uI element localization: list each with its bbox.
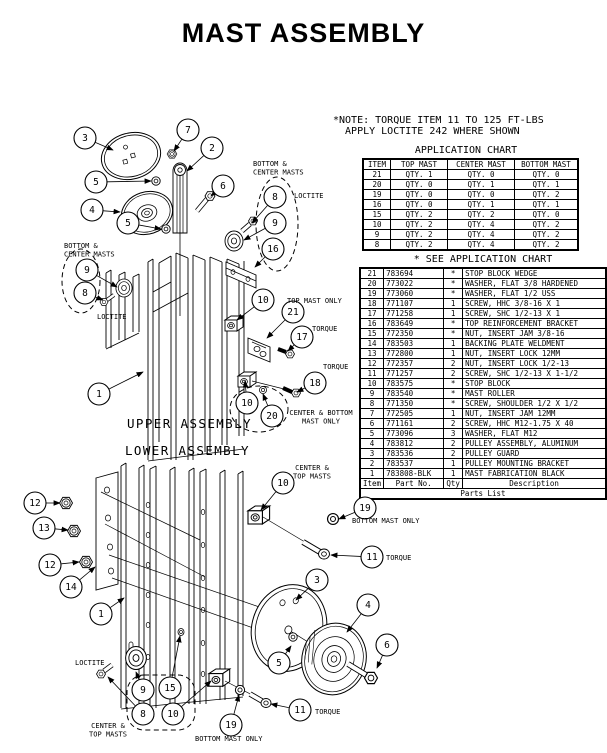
callout-number: 12 bbox=[44, 560, 56, 572]
callout-number: 16 bbox=[267, 244, 279, 256]
table-cell: 773096 bbox=[384, 429, 444, 439]
shoulder-screw-left bbox=[100, 295, 114, 305]
table-cell: 2 bbox=[444, 419, 463, 429]
callout-number: 11 bbox=[294, 705, 306, 717]
callout-number: 18 bbox=[309, 378, 321, 390]
table-cell: NUT, INSERT JAM 3/8-16 bbox=[463, 329, 606, 339]
table-cell: 15 bbox=[363, 210, 391, 220]
table-cell: 10 bbox=[363, 220, 391, 230]
table-cell: QTY. 1 bbox=[515, 180, 579, 190]
diagram-label: BOTTOM & CENTER MASTS bbox=[253, 160, 304, 177]
table-cell: * bbox=[444, 289, 463, 299]
callout-number: 10 bbox=[257, 295, 269, 307]
callout-number: 9 bbox=[140, 685, 146, 697]
table-cell: NUT, INSERT JAM 12MM bbox=[463, 409, 606, 419]
diagram-label: CENTER & TOP MASTS bbox=[293, 464, 331, 481]
table-cell: QTY. 0 bbox=[448, 170, 515, 180]
table-cell: Qty bbox=[444, 479, 463, 489]
table-cell: Description bbox=[463, 479, 606, 489]
callout-leader-line bbox=[172, 636, 180, 677]
table-cell: QTY. 4 bbox=[448, 230, 515, 240]
callout-leader-line bbox=[61, 562, 79, 564]
callout-balloon-16 bbox=[262, 238, 284, 260]
table-cell: 8 bbox=[360, 399, 384, 409]
callout-leader-line bbox=[377, 656, 382, 668]
washer-m12-c bbox=[289, 633, 297, 641]
table-cell: 5 bbox=[360, 429, 384, 439]
screw-shc-17 bbox=[278, 349, 295, 358]
table-cell: 772350 bbox=[384, 329, 444, 339]
table-cell: 783649 bbox=[384, 319, 444, 329]
table-cell: ITEM bbox=[363, 159, 391, 170]
table-cell: 771258 bbox=[384, 309, 444, 319]
table-cell: 783575 bbox=[384, 379, 444, 389]
table-cell: QTY. 2 bbox=[515, 220, 579, 230]
table-cell: 772800 bbox=[384, 349, 444, 359]
table-cell: * bbox=[444, 279, 463, 289]
diagram-label: LOCTITE bbox=[97, 313, 127, 321]
callout-balloon-3 bbox=[74, 127, 96, 149]
table-cell: 13 bbox=[360, 349, 384, 359]
backing-plate-weldment bbox=[96, 472, 118, 590]
table-cell: QTY. 2 bbox=[391, 210, 448, 220]
table-cell: 783694 bbox=[384, 268, 444, 279]
table-cell: * bbox=[444, 319, 463, 329]
callout-leader-line bbox=[244, 229, 265, 240]
table-cell: QTY. 4 bbox=[448, 220, 515, 230]
table-cell: * bbox=[444, 329, 463, 339]
table-cell: 773022 bbox=[384, 279, 444, 289]
table-cell: 1 bbox=[444, 339, 463, 349]
table-cell: 773060 bbox=[384, 289, 444, 299]
stop-block-lower-a bbox=[248, 506, 270, 524]
callout-number: 5 bbox=[276, 658, 282, 670]
washer-uss-b bbox=[235, 685, 244, 694]
table-cell: QTY. 2 bbox=[515, 190, 579, 200]
table-cell: 14 bbox=[360, 339, 384, 349]
table-cell: 12 bbox=[360, 359, 384, 369]
note-line-2: APPLY LOCTITE 242 WHERE SHOWN bbox=[333, 126, 520, 137]
callout-balloon-10 bbox=[162, 703, 184, 725]
diagram-label: CENTER & TOP MASTS bbox=[89, 722, 127, 739]
callout-leader-line bbox=[55, 529, 68, 530]
table-cell: 18 bbox=[360, 299, 384, 309]
table-cell: SCREW, SHC 1/2-13 X 1 bbox=[463, 309, 606, 319]
table-cell: QTY. 2 bbox=[515, 240, 579, 251]
table-cell: QTY. 0 bbox=[391, 200, 448, 210]
table-cell: STOP BLOCK WEDGE bbox=[463, 268, 606, 279]
callout-leader-line bbox=[107, 181, 151, 182]
insert-nut-15 bbox=[178, 629, 184, 636]
mast-roller-left bbox=[116, 279, 132, 297]
table-cell: QTY. 1 bbox=[515, 200, 579, 210]
callout-number: 10 bbox=[277, 478, 289, 490]
callout-leader-line bbox=[109, 372, 143, 389]
table-cell: 2 bbox=[444, 449, 463, 459]
diagram-label: TORQUE bbox=[386, 554, 412, 562]
table-cell: QTY. 1 bbox=[448, 200, 515, 210]
table-cell: QTY. 1 bbox=[448, 180, 515, 190]
table-cell: PULLEY ASSEMBLY, ALUMINUM bbox=[463, 439, 606, 449]
table-cell: 16 bbox=[360, 319, 384, 329]
table-cell: 21 bbox=[360, 268, 384, 279]
see-application-chart-note: * SEE APPLICATION CHART bbox=[413, 254, 553, 265]
callout-balloon-1 bbox=[90, 603, 112, 625]
table-cell: QTY. 2 bbox=[515, 230, 579, 240]
callout-number: 7 bbox=[185, 125, 191, 137]
table-cell: PULLEY MOUNTING BRACKET bbox=[463, 459, 606, 469]
stop-block-wedge bbox=[248, 338, 270, 362]
callout-balloon-11 bbox=[289, 699, 311, 721]
callout-leader-line bbox=[110, 598, 124, 607]
callout-balloon-4 bbox=[81, 199, 103, 221]
table-cell: 3 bbox=[360, 449, 384, 459]
stop-block-lower-b bbox=[209, 669, 230, 686]
table-cell: BOTTOM MAST bbox=[515, 159, 579, 170]
callout-number: 12 bbox=[29, 498, 41, 510]
callout-number: 3 bbox=[314, 575, 320, 587]
table-cell: 1 bbox=[444, 299, 463, 309]
diagram-label: BOTTOM MAST ONLY bbox=[195, 735, 263, 743]
callout-number: 19 bbox=[359, 503, 371, 515]
callout-balloon-8 bbox=[264, 186, 286, 208]
diagram-label: LOCTITE bbox=[75, 659, 105, 667]
table-cell: SCREW, HHC M12-1.75 X 40 bbox=[463, 419, 606, 429]
table-cell: 771350 bbox=[384, 399, 444, 409]
callout-balloon-15 bbox=[159, 677, 181, 699]
table-cell: QTY. 2 bbox=[391, 240, 448, 251]
table-cell: 1 bbox=[444, 309, 463, 319]
callout-leader-line bbox=[80, 567, 95, 580]
callout-number: 11 bbox=[366, 552, 378, 564]
table-cell: QTY. 4 bbox=[448, 240, 515, 251]
table-cell: * bbox=[444, 389, 463, 399]
callout-leader-line bbox=[108, 677, 135, 706]
diagram-label: TORQUE bbox=[312, 325, 338, 333]
callout-leader-line bbox=[187, 156, 204, 171]
callout-leader-line bbox=[255, 257, 265, 267]
diagram-label: CENTER & BOTTOM MAST ONLY bbox=[289, 409, 353, 426]
callout-number: 10 bbox=[241, 398, 253, 410]
callout-balloon-20 bbox=[261, 405, 283, 427]
callout-balloon-6 bbox=[212, 175, 234, 197]
table-cell: 9 bbox=[363, 230, 391, 240]
callout-balloon-10 bbox=[252, 289, 274, 311]
table-cell: 4 bbox=[360, 439, 384, 449]
diagram-label: TOP MAST ONLY bbox=[287, 297, 342, 305]
table-cell: WASHER, FLAT M12 bbox=[463, 429, 606, 439]
table-cell: 15 bbox=[360, 329, 384, 339]
table-cell: 6 bbox=[360, 419, 384, 429]
callout-number: 10 bbox=[167, 709, 179, 721]
stop-block-upper-a bbox=[225, 316, 243, 331]
callout-balloon-6 bbox=[376, 634, 398, 656]
table-cell: WASHER, FLAT 1/2 USS bbox=[463, 289, 606, 299]
callout-balloon-17 bbox=[291, 326, 313, 348]
screw-shc-11a bbox=[303, 542, 330, 559]
callout-balloon-18 bbox=[304, 372, 326, 394]
table-cell: * bbox=[444, 399, 463, 409]
callout-number: 9 bbox=[272, 218, 278, 230]
diagram-label: BOTTOM MAST ONLY bbox=[352, 517, 420, 525]
table-cell: TOP MAST bbox=[391, 159, 448, 170]
callout-number: 2 bbox=[209, 143, 215, 155]
table-cell: 1 bbox=[444, 349, 463, 359]
callout-leader-line bbox=[331, 555, 361, 556]
callout-number: 17 bbox=[296, 332, 308, 344]
callout-balloon-10 bbox=[272, 472, 294, 494]
table-cell: QTY. 0 bbox=[391, 190, 448, 200]
callout-balloon-3 bbox=[306, 569, 328, 591]
callout-balloon-9 bbox=[132, 679, 154, 701]
pulley-mounting-bracket bbox=[173, 163, 187, 316]
table-cell: 2 bbox=[444, 359, 463, 369]
diagram-label: TORQUE bbox=[323, 363, 349, 371]
callout-leader-line bbox=[237, 307, 254, 320]
callout-number: 5 bbox=[125, 218, 131, 230]
table-cell: 772357 bbox=[384, 359, 444, 369]
callout-number: 4 bbox=[365, 600, 371, 612]
callout-number: 6 bbox=[384, 640, 390, 652]
table-cell: 20 bbox=[363, 180, 391, 190]
table-cell: 1 bbox=[444, 469, 463, 479]
callout-leader-line bbox=[136, 672, 139, 679]
table-cell: NUT, INSERT LOCK 1/2-13 bbox=[463, 359, 606, 369]
table-cell: 17 bbox=[360, 309, 384, 319]
jam-nut-12mm bbox=[167, 150, 177, 158]
table-cell: * bbox=[444, 268, 463, 279]
callout-number: 4 bbox=[89, 205, 95, 217]
callout-leader-line bbox=[103, 211, 120, 212]
table-cell: 19 bbox=[363, 190, 391, 200]
table-cell: 772505 bbox=[384, 409, 444, 419]
table-cell: MAST ROLLER bbox=[463, 389, 606, 399]
table-cell: SCREW, HHC 3/8-16 X 1 bbox=[463, 299, 606, 309]
parts-list-footer-title: Parts List bbox=[360, 489, 606, 500]
callout-balloon-2 bbox=[201, 137, 223, 159]
table-cell: 2 bbox=[444, 439, 463, 449]
table-cell: 11 bbox=[360, 369, 384, 379]
callout-leader-line bbox=[174, 140, 182, 151]
table-cell: 783808-BLK bbox=[384, 469, 444, 479]
table-cell: NUT, INSERT LOCK 12MM bbox=[463, 349, 606, 359]
table-cell: 9 bbox=[360, 389, 384, 399]
mast-roller-right bbox=[225, 231, 243, 251]
callout-balloon-9 bbox=[264, 212, 286, 234]
table-cell: 21 bbox=[363, 170, 391, 180]
table-cell: WASHER, FLAT 3/8 HARDENED bbox=[463, 279, 606, 289]
table-cell: SCREW, SHC 1/2-13 X 1-1/2 bbox=[463, 369, 606, 379]
callout-balloon-9 bbox=[76, 259, 98, 281]
table-cell: 783812 bbox=[384, 439, 444, 449]
callout-number: 13 bbox=[38, 523, 50, 535]
callout-number: 6 bbox=[220, 181, 226, 193]
table-cell: 783540 bbox=[384, 389, 444, 399]
table-cell: QTY. 1 bbox=[391, 170, 448, 180]
table-cell: QTY. 2 bbox=[391, 220, 448, 230]
callout-number: 8 bbox=[272, 192, 278, 204]
callout-balloon-1 bbox=[88, 383, 110, 405]
callout-balloon-12 bbox=[39, 554, 61, 576]
callout-number: 15 bbox=[164, 683, 176, 695]
table-cell: TOP REINFORCEMENT BRACKET bbox=[463, 319, 606, 329]
callout-leader-line bbox=[271, 704, 289, 708]
callout-leader-line bbox=[267, 320, 285, 338]
callout-balloon-8 bbox=[132, 703, 154, 725]
table-cell: * bbox=[444, 379, 463, 389]
table-cell: 771107 bbox=[384, 299, 444, 309]
callout-number: 8 bbox=[140, 709, 146, 721]
table-cell: QTY. 0 bbox=[515, 170, 579, 180]
callout-balloon-8 bbox=[74, 282, 96, 304]
callout-number: 3 bbox=[82, 133, 88, 145]
table-cell: 1 bbox=[360, 469, 384, 479]
table-cell: BACKING PLATE WELDMENT bbox=[463, 339, 606, 349]
callout-number: 9 bbox=[84, 265, 90, 277]
washer-m12-a bbox=[152, 177, 160, 185]
washer-uss-a bbox=[328, 514, 339, 525]
screw-hhc-18 bbox=[283, 388, 301, 397]
table-cell: QTY. 0 bbox=[448, 190, 515, 200]
table-cell: MAST FABRICATION BLACK bbox=[463, 469, 606, 479]
callout-number: 19 bbox=[225, 720, 237, 732]
callout-number: 20 bbox=[266, 411, 278, 423]
callout-balloon-5 bbox=[268, 652, 290, 674]
table-cell: 19 bbox=[360, 289, 384, 299]
callout-balloon-14 bbox=[60, 576, 82, 598]
table-cell: 8 bbox=[363, 240, 391, 251]
diagram-label: LOWER ASSEMBLY bbox=[125, 443, 250, 458]
table-cell: QTY. 0 bbox=[515, 210, 579, 220]
callout-number: 1 bbox=[96, 389, 102, 401]
callout-balloon-7 bbox=[177, 119, 199, 141]
table-cell: Item bbox=[360, 479, 384, 489]
washer-flat-20 bbox=[259, 386, 266, 393]
table-cell: 1 bbox=[444, 459, 463, 469]
mast-roller-bottom bbox=[126, 647, 147, 670]
table-cell: 783503 bbox=[384, 339, 444, 349]
table-cell: 10 bbox=[360, 379, 384, 389]
callout-leader-line bbox=[263, 394, 268, 405]
note-line-1: *NOTE: TORQUE ITEM 11 TO 125 FT-LBS bbox=[333, 115, 544, 126]
washer-m12-b bbox=[162, 225, 170, 233]
callout-leader-line bbox=[182, 681, 211, 706]
diagram-label: BOTTOM & CENTER MASTS bbox=[64, 242, 115, 259]
table-cell: 3 bbox=[444, 429, 463, 439]
insert-nut-b bbox=[80, 556, 93, 567]
table-cell: 7 bbox=[360, 409, 384, 419]
table-cell: Part No. bbox=[384, 479, 444, 489]
diagram-label: LOCTITE bbox=[294, 192, 324, 200]
callout-balloon-13 bbox=[33, 517, 55, 539]
diagram-label: TORQUE bbox=[315, 708, 341, 716]
page-title: MAST ASSEMBLY bbox=[181, 18, 426, 48]
diagram-label: UPPER ASSEMBLY bbox=[127, 416, 252, 431]
callout-balloon-4 bbox=[357, 594, 379, 616]
table-cell: SCREW, SHOULDER 1/2 X 1/2 bbox=[463, 399, 606, 409]
screw-shc-11b bbox=[250, 694, 271, 708]
table-cell: 16 bbox=[363, 200, 391, 210]
table-cell: 771257 bbox=[384, 369, 444, 379]
callout-balloon-5 bbox=[117, 212, 139, 234]
table-cell: 2 bbox=[444, 369, 463, 379]
top-reinforcement-bracket bbox=[226, 262, 256, 288]
callout-number: 8 bbox=[82, 288, 88, 300]
callout-balloon-19 bbox=[354, 497, 376, 519]
callout-balloon-11 bbox=[361, 546, 383, 568]
table-cell: QTY. 2 bbox=[391, 230, 448, 240]
callout-number: 5 bbox=[93, 177, 99, 189]
table-cell: 771161 bbox=[384, 419, 444, 429]
application-chart-title: APPLICATION CHART bbox=[414, 145, 518, 156]
table-cell: 20 bbox=[360, 279, 384, 289]
table-cell: 783537 bbox=[384, 459, 444, 469]
table-cell: 783536 bbox=[384, 449, 444, 459]
callout-balloon-5 bbox=[85, 171, 107, 193]
insert-nut-12mm bbox=[68, 525, 81, 536]
table-cell: 2 bbox=[360, 459, 384, 469]
table-cell: QTY. 0 bbox=[391, 180, 448, 190]
table-cell: STOP BLOCK bbox=[463, 379, 606, 389]
table-cell: QTY. 2 bbox=[448, 210, 515, 220]
callout-number: 14 bbox=[65, 582, 77, 594]
callout-number: 21 bbox=[287, 307, 299, 319]
callout-balloon-12 bbox=[24, 492, 46, 514]
callout-number: 1 bbox=[98, 609, 104, 621]
callout-balloon-19 bbox=[220, 714, 242, 736]
callout-balloon-10 bbox=[236, 392, 258, 414]
stop-block-upper-b bbox=[238, 372, 256, 387]
table-cell: 1 bbox=[444, 409, 463, 419]
insert-nut-a bbox=[60, 497, 73, 508]
table-cell: PULLEY GUARD bbox=[463, 449, 606, 459]
table-cell: CENTER MAST bbox=[448, 159, 515, 170]
